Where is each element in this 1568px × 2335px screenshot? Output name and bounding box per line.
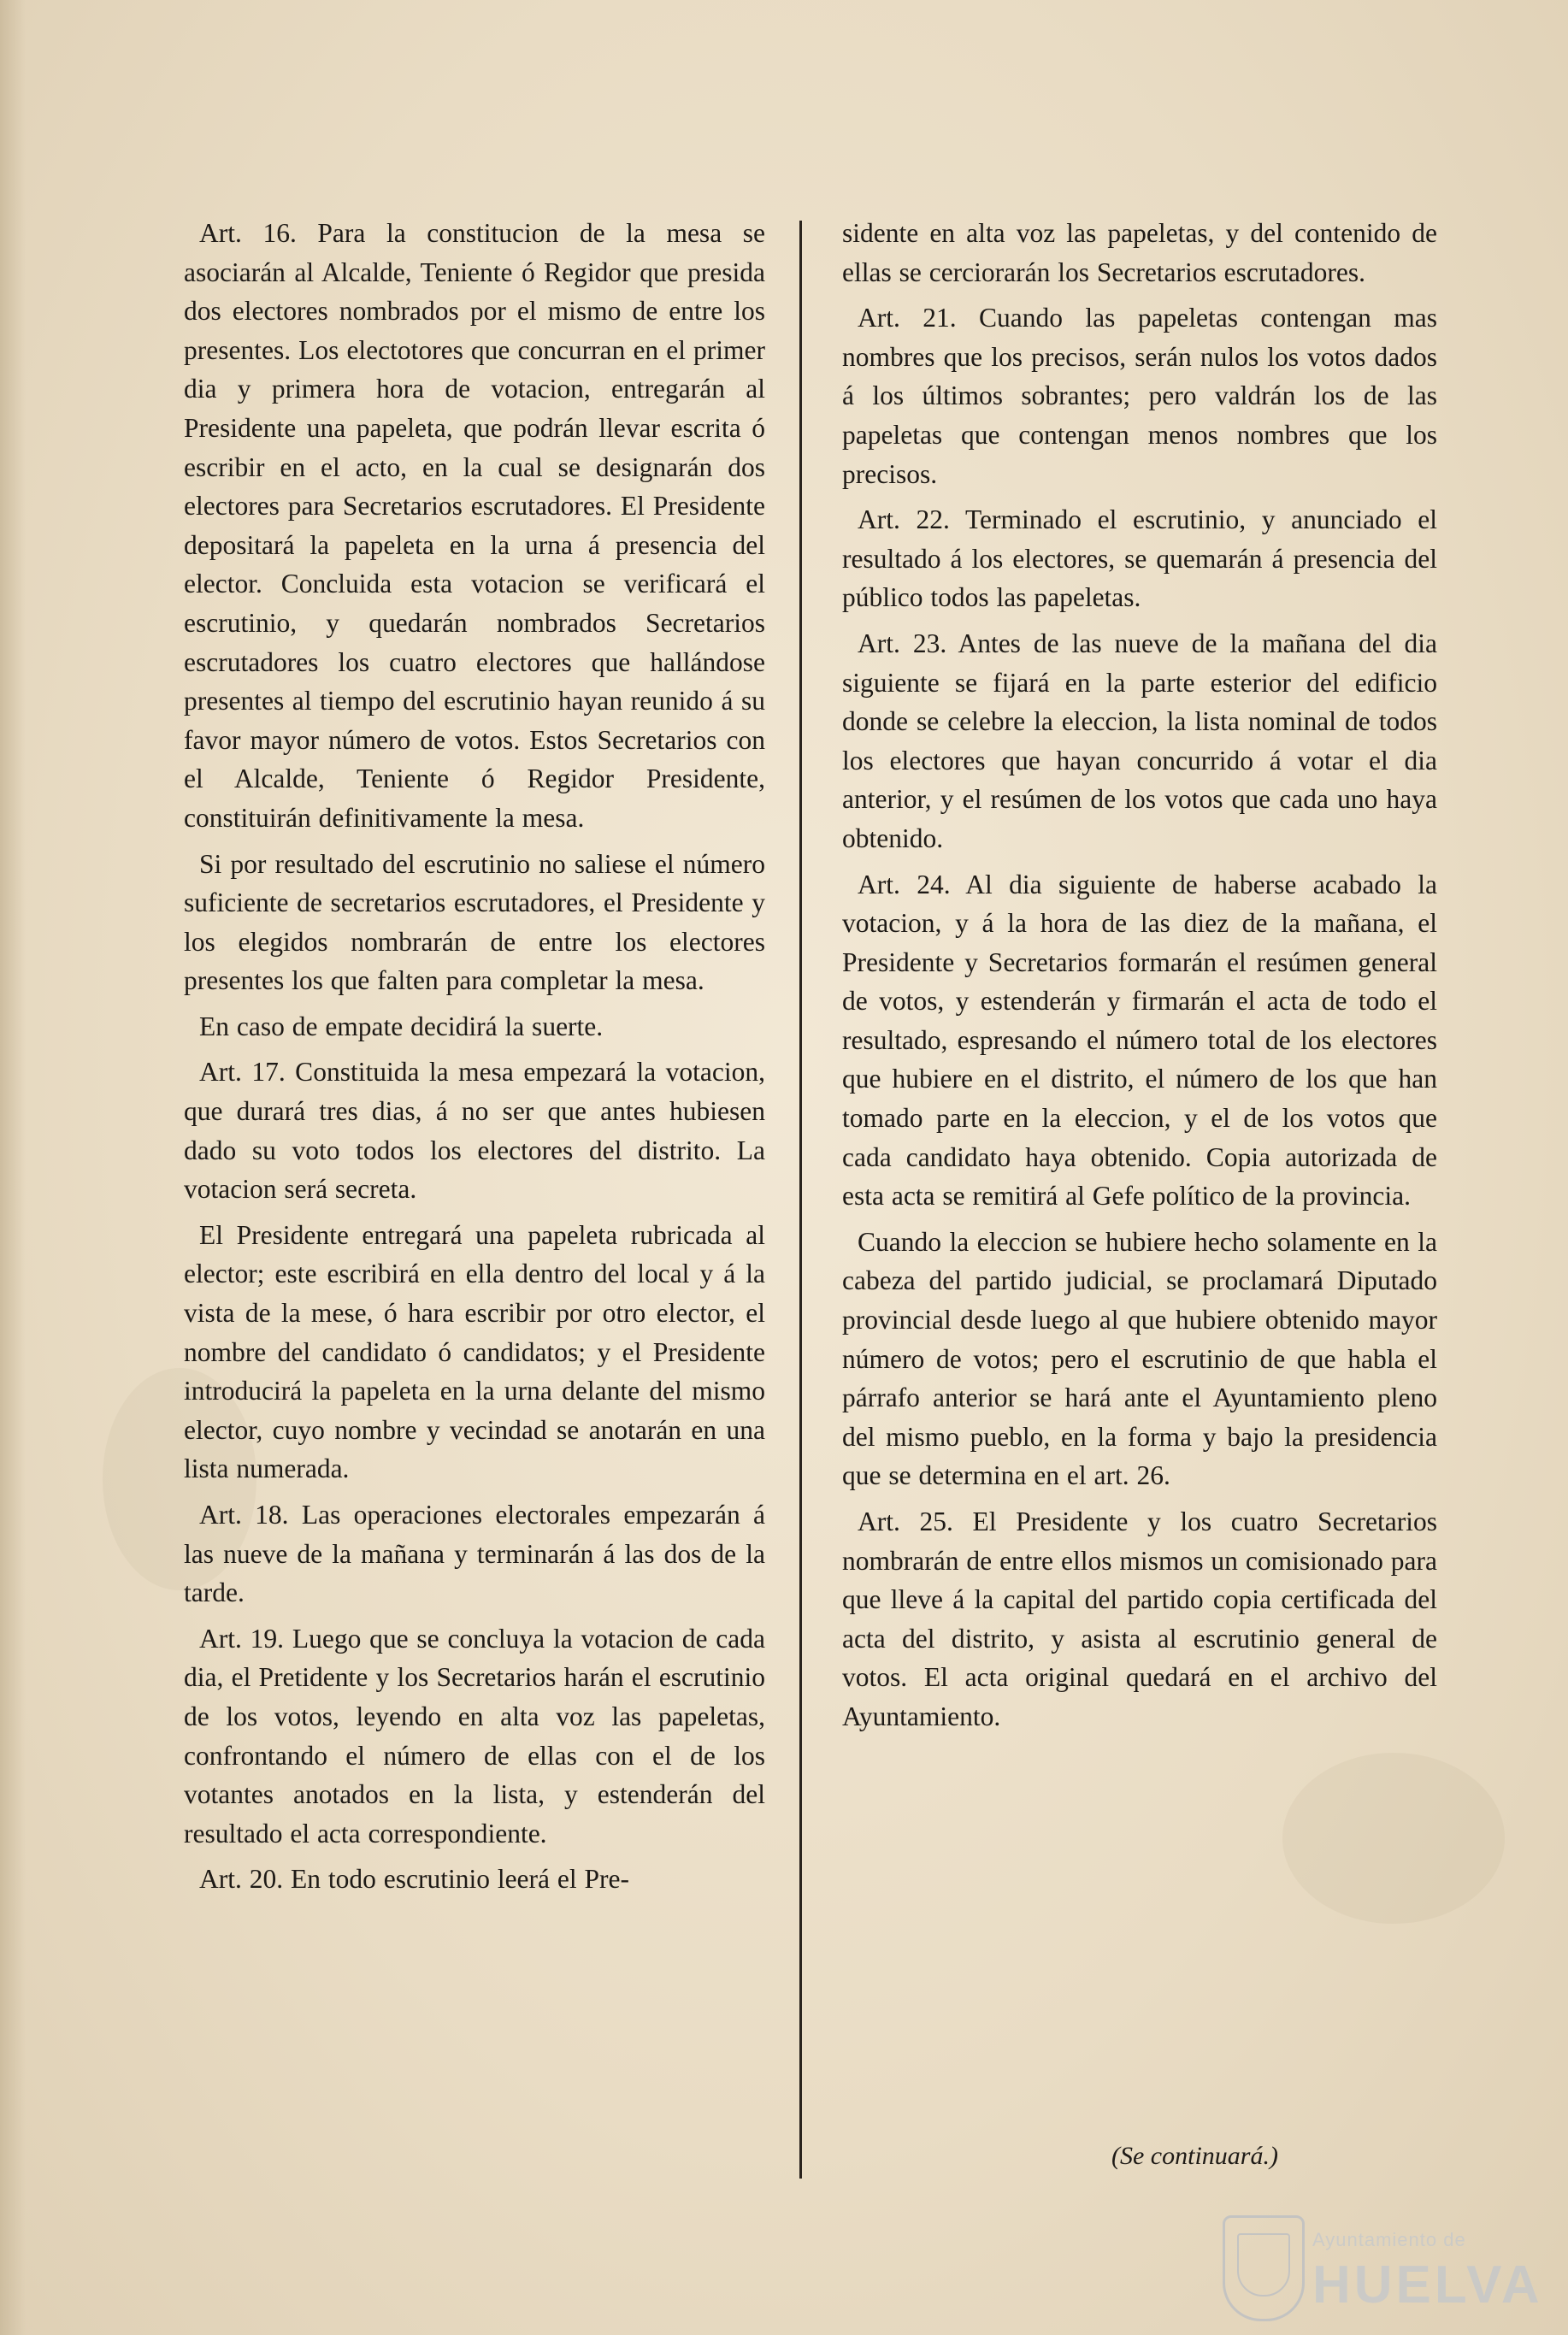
paragraph: Si por resultado del escrutinio no saliese el número suficiente de secretarios escrutadores, el Presidente y los elegidos nombrarán de entre los electores presentes los que falten para completar la mesa.	[184, 848, 765, 996]
right-text-column	[842, 214, 1437, 1743]
crest-icon	[1223, 2215, 1305, 2321]
column-divider	[799, 221, 802, 2179]
left-text-column	[184, 214, 765, 1906]
paragraph: Art. 18. Las operaciones electorales empezarán á las nueve de la mañana y terminarán á las dos de la tarde.	[184, 1500, 765, 1608]
paragraph: Art. 16. Para la constitucion de la mesa se asociarán al Alcalde, Teniente ó Regidor que presida dos electores nombrados por el mismo de entre los presentes. Los electotores que concurran en el primer dia y primera hora de votacion, entregarán al Presidente una papeleta, que podrán llevar escrita ó escribir en el acto, en la cual se designarán dos electores para Secretarios escrutadores. El Presidente depositará la papeleta en la urna á presencia del elector. Concluida esta votacion se verificará el escrutinio, y quedarán nombrados Secretarios escrutadores los cuatro electores que hallándose presentes al tiempo del escrutinio hayan reunido á su favor mayor número de votos. Estos Secretarios con el Alcalde, Teniente ó Regidor Presidente, constituirán definitivamente la mesa.	[184, 218, 765, 833]
watermark	[1197, 2210, 1543, 2330]
paragraph: Art. 25. El Presidente y los cuatro Secretarios nombrarán de entre ellos mismos un comisionado para que lleve á la capital del partido copia certificada del acta del distrito, y asista al escrutinio general de votos. El acta original quedará en el archivo del Ayuntamiento.	[842, 1507, 1437, 1731]
paragraph: Art. 20. En todo escrutinio leerá el Pre-	[199, 1864, 629, 1895]
page-edge-shadow	[0, 0, 26, 2335]
paragraph: Art. 23. Antes de las nueve de la mañana del dia siguiente se fijará en la parte esterior del edificio donde se celebre la eleccion, la lista nominal de todos los electores que hayan concurrido á votar el dia anterior, y el resúmen de los votos que cada uno haya obtenido.	[842, 628, 1437, 853]
paragraph: El Presidente entregará una papeleta rubricada al elector; este escribirá en ella dentro del local y á la vista de la mese, ó hara escribir por otro elector, el nombre del candidato ó candidatos; y el Presidente introducirá la papeleta en la urna delante del mismo elector, cuyo nombre y vecindad se anotarán en una lista numerada.	[184, 1219, 765, 1484]
paragraph: En caso de empate decidirá la suerte.	[199, 1011, 604, 1041]
continuation-note: (Se continuará.)	[1111, 2142, 1278, 2170]
paragraph: Art. 21. Cuando las papeletas contengan mas nombres que los precisos, serán nulos los votos dados á los últimos sobrantes; pero valdrán los de las papeletas que contengan menos nombres que los precisos.	[842, 303, 1437, 489]
paragraph: Art. 24. Al dia siguiente de haberse acabado la votacion, y á la hora de las diez de la mañana, el Presidente y Secretarios formarán el resúmen general de votos, y estenderán y firmarán el acta de todo el resultado, espresando el número total de los electores que hubiere en el distrito, el número de los que han tomado parte en la eleccion, y el de los votos que cada candidato haya obtenido. Copia autorizada de esta acta se remitirá al Gefe político de la provincia.	[842, 869, 1437, 1212]
paper-stain	[1282, 1753, 1505, 1924]
paragraph: Art. 17. Constituida la mesa empezará la votacion, que durará tres dias, á no ser que antes hubiesen dado su voto todos los electores del distrito. La votacion será secreta.	[184, 1057, 765, 1205]
paragraph: Art. 19. Luego que se concluya la votacion de cada dia, el Pretidente y los Secretarios harán el escrutinio de los votos, leyendo en alta voz las papeletas, confrontando el número de ellas con el de los votantes anotados en la lista, y estenderán del resultado el acta correspondiente.	[184, 1623, 765, 1849]
watermark-line1: Ayuntamiento de	[1312, 2229, 1466, 2250]
paragraph: sidente en alta voz las papeletas, y del contenido de ellas se cerciorarán los Secretarios escrutadores.	[842, 218, 1437, 287]
paragraph: Art. 22. Terminado el escrutinio, y anunciado el resultado á los electores, se quemarán á presencia del público todos las papeletas.	[842, 504, 1437, 613]
watermark-line2: HUELVA	[1312, 2255, 1543, 2314]
paragraph: Cuando la eleccion se hubiere hecho solamente en la cabeza del partido judicial, se proclamará Diputado provincial desde luego al que hubiere obtenido mayor número de votos; pero el escrutinio de que habla el párrafo anterior se hará ante el Ayuntamiento pleno del mismo pueblo, en la forma y bajo la presidencia que se determina en el art. 26.	[842, 1226, 1437, 1491]
